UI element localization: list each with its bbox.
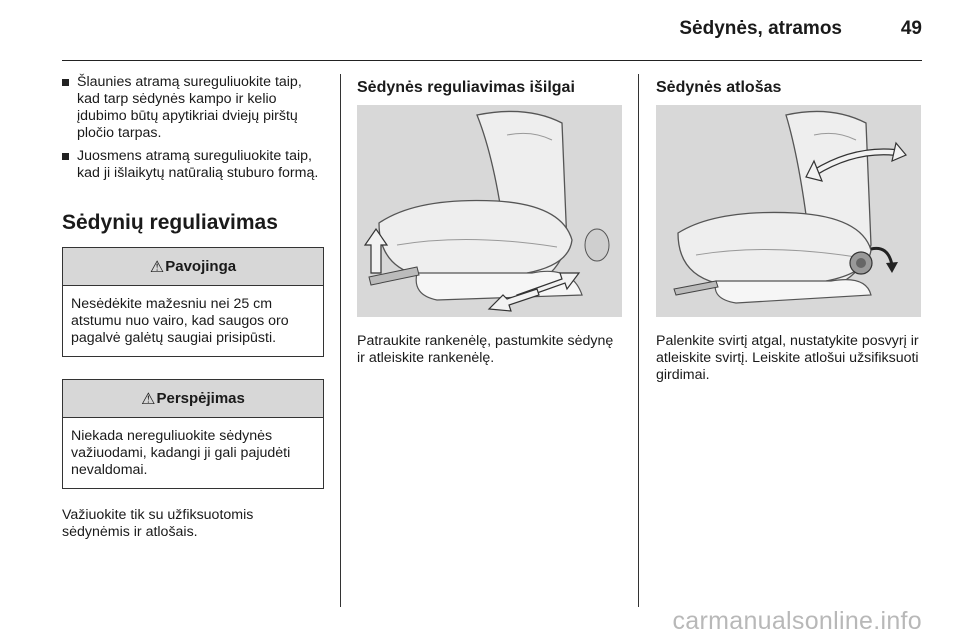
caption-backrest: Palenkite svirtį atgal, nustatykite posvyrį ir atleiskite svirtį. Leiskite atlošui užsifiksuoti girdimai. bbox=[656, 333, 919, 383]
seat-backrest-illustration bbox=[656, 105, 921, 317]
caution-box bbox=[62, 379, 324, 489]
seat-recline-icon bbox=[656, 105, 921, 317]
danger-text: Nesėdėkite mažesniu nei 25 cm atstumu nuo vairo, kad saugos oro pagalvė galėtų saugiai prisipūsti. bbox=[71, 296, 289, 346]
section-title: Sėdynių reguliavimas bbox=[62, 211, 278, 234]
seat-slide-icon bbox=[357, 105, 622, 317]
caution-label: Perspėjimas bbox=[156, 390, 245, 407]
warning-triangle-icon: ⚠ bbox=[149, 258, 165, 276]
column-divider-2 bbox=[638, 74, 639, 607]
list-item: Juosmens atramą sureguliuokite taip, kad ji išlaikytų natūralią stuburo formą. bbox=[62, 148, 324, 182]
caption-longitudinal: Patraukite rankenėlę, pastumkite sėdynę ir atleiskite rankenėlę. bbox=[357, 333, 614, 366]
page-title: Sėdynės, atramos bbox=[679, 18, 842, 39]
danger-box bbox=[62, 247, 324, 357]
column-middle bbox=[357, 74, 622, 367]
column-divider-1 bbox=[340, 74, 341, 607]
square-bullet-icon bbox=[62, 79, 69, 86]
bullet-list bbox=[62, 74, 324, 182]
danger-label: Pavojinga bbox=[165, 258, 237, 275]
list-item: Šlaunies atramą sureguliuokite taip, kad tarp sėdynės kampo ir kelio įdubimo būtų apytikriai dviejų pirštų pločio tarpas. bbox=[62, 74, 324, 142]
warning-triangle-icon: ⚠ bbox=[141, 390, 156, 408]
watermark: carmanualsonline.info bbox=[672, 607, 922, 635]
page-number: 49 bbox=[900, 18, 922, 39]
column-left bbox=[62, 74, 324, 541]
closing-paragraph: Važiuokite tik su užfiksuotomis sėdynėmis ir atlošais. bbox=[62, 507, 254, 540]
caution-text: Niekada nereguliuokite sėdynės važiuodami, kadangi ji gali pajudėti nevaldomai. bbox=[71, 428, 291, 478]
square-bullet-icon bbox=[62, 153, 69, 160]
section-title-backrest: Sėdynės atlošas bbox=[656, 79, 782, 96]
column-right bbox=[656, 74, 921, 384]
seat-longitudinal-illustration bbox=[357, 105, 622, 317]
section-title-longitudinal: Sėdynės reguliavimas išilgai bbox=[357, 79, 575, 96]
header-divider bbox=[62, 60, 922, 61]
